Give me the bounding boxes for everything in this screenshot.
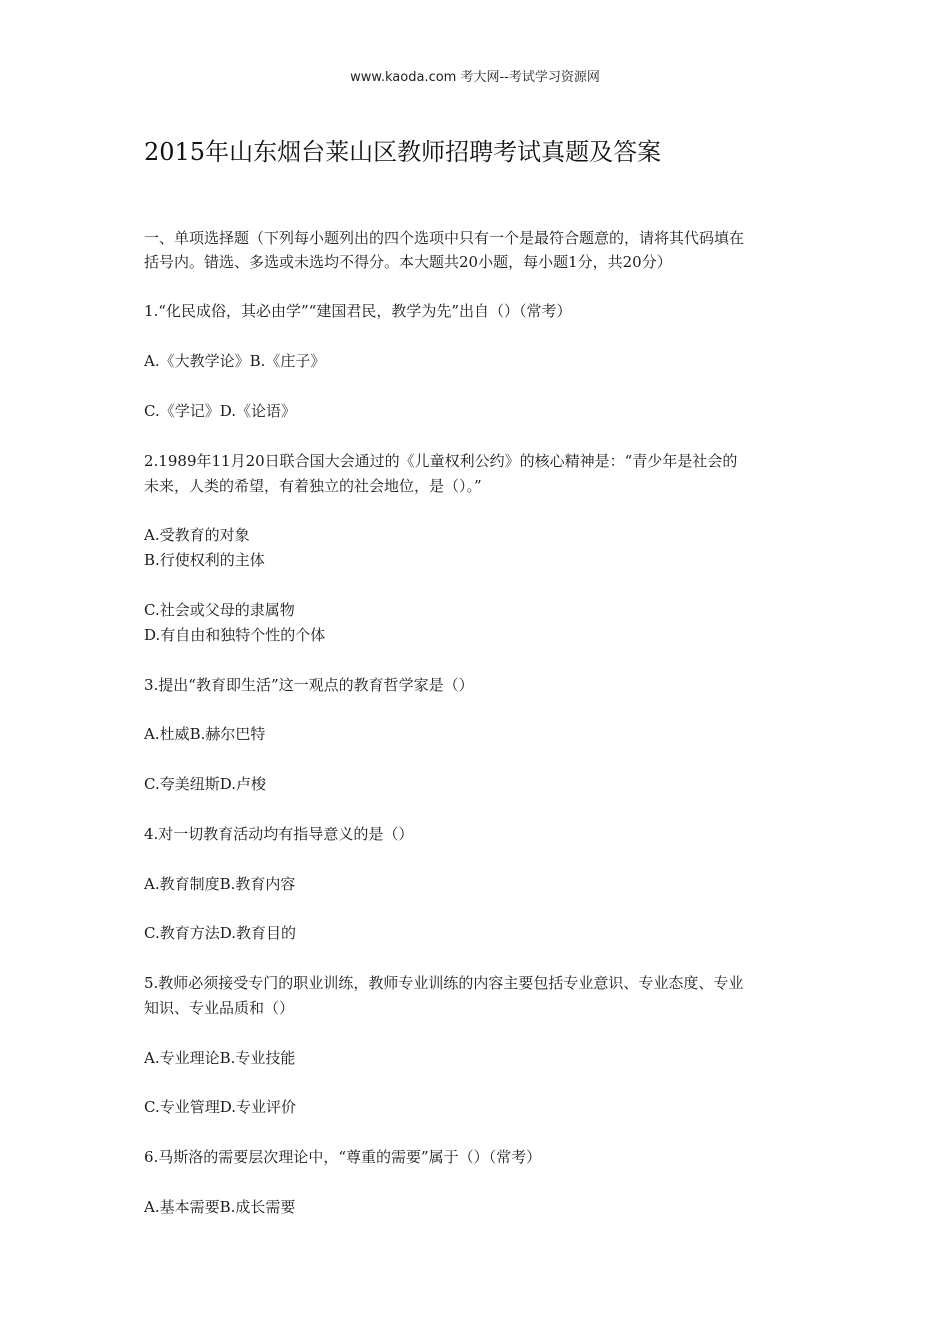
question-6-options-ab: A.基本需要B.成长需要 xyxy=(144,1198,296,1216)
question-5-options-cd: C.专业管理D.专业评价 xyxy=(144,1098,296,1116)
question-2-option-b: B.行使权利的主体 xyxy=(144,551,265,569)
question-2-stem-line-1: 2.1989年11月20日联合国大会通过的《儿童权利公约》的核心精神是：“青少年是社会的 xyxy=(144,452,738,470)
question-2-option-c: C.社会或父母的隶属物 xyxy=(144,601,295,619)
question-1-options-cd: C.《学记》D.《论语》 xyxy=(144,402,296,420)
section-instructions-line-2: 括号内。错选、多选或未选均不得分。本大题共20小题，每小题1分，共20分） xyxy=(144,253,672,271)
question-4-options-cd: C.教育方法D.教育目的 xyxy=(144,924,296,942)
question-2-option-a: A.受教育的对象 xyxy=(144,526,250,544)
page-title: 2015年山东烟台莱山区教师招聘考试真题及答案 xyxy=(144,138,662,166)
question-3-stem: 3.提出“教育即生活”这一观点的教育哲学家是（） xyxy=(144,676,474,694)
question-1-options-ab: A.《大教学论》B.《庄子》 xyxy=(144,352,326,370)
question-4-options-ab: A.教育制度B.教育内容 xyxy=(144,875,296,893)
question-3-options-ab: A.杜威B.赫尔巴特 xyxy=(144,725,266,743)
question-6-stem: 6.马斯洛的需要层次理论中，“尊重的需要”属于（）（常考） xyxy=(144,1148,542,1166)
question-5-stem-line-1: 5.教师必须接受专门的职业训练，教师专业训练的内容主要包括专业意识、专业态度、专业 xyxy=(144,974,744,992)
question-5-options-ab: A.专业理论B.专业技能 xyxy=(144,1049,296,1067)
question-1-stem: 1.“化民成俗，其必由学”“建国君民，教学为先”出自（）（常考） xyxy=(144,302,572,320)
section-instructions-line-1: 一、单项选择题（下列每小题列出的四个选项中只有一个是最符合题意的，请将其代码填在 xyxy=(144,229,745,247)
page-header: www.kaoda.com 考大网--考试学习资源网 xyxy=(350,70,600,85)
question-5-stem-line-2: 知识、专业品质和（） xyxy=(144,999,295,1017)
question-2-option-d: D.有自由和独特个性的个体 xyxy=(144,626,326,644)
question-3-options-cd: C.夸美纽斯D.卢梭 xyxy=(144,775,266,793)
question-4-stem: 4.对一切教育活动均有指导意义的是（） xyxy=(144,825,414,843)
question-2-stem-line-2: 未来，人类的希望，有着独立的社会地位，是（）。” xyxy=(144,477,482,495)
